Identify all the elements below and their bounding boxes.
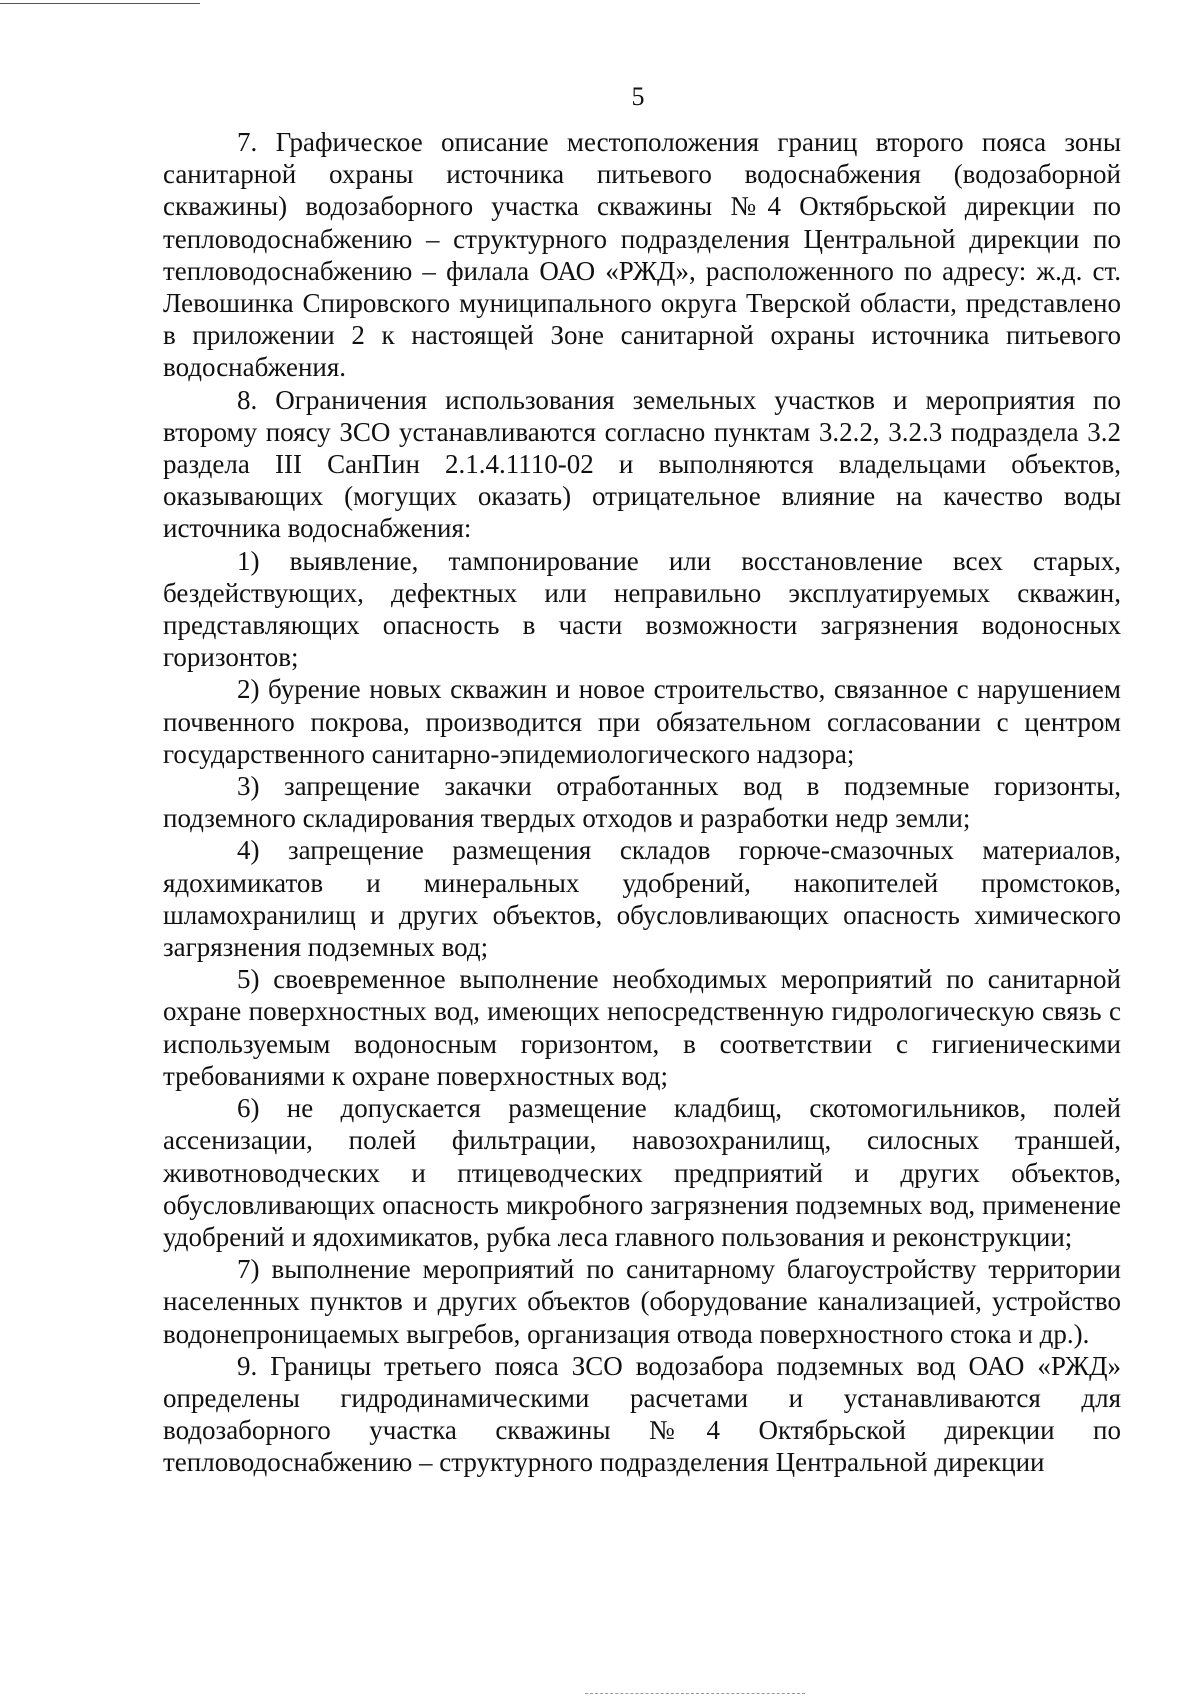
list-item-6: 6) не допускается размещение кладбищ, скотомогильников, полей ассенизации, полей фильтрации, навозохранилищ, силосных траншей, животноводческих и птицеводческих предприятий и других объектов, обусловливающих опасность микробного загрязнения подземных вод, применение удобрений и ядохимикатов, рубка леса главного пользования и реконструкции; [163,1093,1121,1252]
bottom-rule [585,1693,805,1694]
top-rule [0,3,200,4]
list-item-2: 2) бурение новых скважин и новое строительство, связанное с нарушением почвенного покрова, производится при обязательном согласовании с центром государственного санитарно-эпидемиологического надзора; [163,674,1121,769]
document-body [163,126,1121,1479]
paragraph-9-third-belt: 9. Границы третьего пояса ЗСО водозабора подземных вод ОАО «РЖД» определены гидродинамическими расчетами и устанавливаются для водозаборного участка скважины №4 Октябрьской дирекции по тепловодоснабжению – структурного подразделения Центральной дирекции [163,1350,1121,1478]
list-item-4: 4) запрещение размещения складов горюче-смазочных материалов, ядохимикатов и минеральных удобрений, накопителей промстоков, шламохранилищ и других объектов, обусловливающих опасность химического загрязнения подземных вод; [163,835,1121,963]
list-item-5: 5) своевременное выполнение необходимых мероприятий по санитарной охране поверхностных вод, имеющих непосредственную гидрологическую связь с используемым водоносным горизонтом, в соответствии с гигиеническими требованиями к охране поверхностных вод; [163,964,1121,1091]
page-number: 5 [631,82,645,111]
list-item-7: 7) выполнение мероприятий по санитарному благоустройству территории населенных пунктов и других объектов (оборудование канализацией, устройство водонепроницаемых выгребов, организация отвода поверхностного стока и др.). [163,1254,1121,1349]
list-item-3: 3) запрещение закачки отработанных вод в подземные горизонты, подземного складирования твердых отходов и разработки недр земли; [163,771,1121,834]
paragraph-7-graphic-description: 7. Графическое описание местоположения границ второго пояса зоны санитарной охраны источника питьевого водоснабжения (водозаборной скважины) водозаборного участка скважины №4 Октябрьской дирекции по тепловодоснабжению – структурного подразделения Центральной дирекции по тепловодоснабжению – филала ОАО «РЖД», расположенного по адресу: ж.д. ст. Левошинка Спировского муниципального округа Тверской области, представлено в приложении 2 к настоящей Зоне санитарной охраны источника питьевого водоснабжения. [163,127,1121,383]
paragraph-8-restrictions: 8. Ограничения использования земельных участков и мероприятия по второму поясу ЗСО устанавливаются согласно пунктам 3.2.2, 3.2.3 подраздела 3.2 раздела III СанПин 2.1.4.1110-02 и выполняются владельцами объектов, оказывающих (могущих оказать) отрицательное влияние на качество воды источника водоснабжения: [163,384,1121,544]
list-item-1: 1) выявление, тампонирование или восстановление всех старых, бездействующих, дефектных или неправильно эксплуатируемых скважин, представляющих опасность в части возможности загрязнения водоносных горизонтов; [163,545,1121,673]
